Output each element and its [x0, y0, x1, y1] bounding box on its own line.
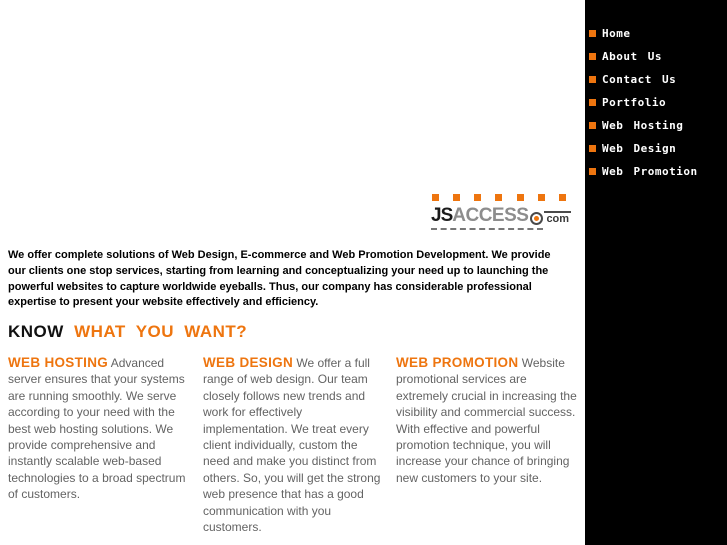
- sidebar-item-contact-us[interactable]: [585, 68, 727, 91]
- column-web-hosting: [8, 355, 198, 503]
- sidebar-item-label: Contact Us: [602, 73, 677, 86]
- orange-square-icon: [538, 194, 545, 201]
- column-title-web-design: WEB DESIGN: [203, 355, 294, 370]
- orange-square-icon: [432, 194, 439, 201]
- sidebar-item-web-hosting[interactable]: [585, 114, 727, 137]
- page-headline: [8, 322, 247, 342]
- logo-text-js: JS: [431, 205, 453, 226]
- sidebar-item-home[interactable]: [585, 22, 727, 45]
- nav-list: [585, 0, 727, 183]
- sidebar-item-label: About Us: [602, 50, 662, 63]
- bullet-square-icon: [589, 122, 596, 129]
- sidebar-item-portfolio[interactable]: [585, 91, 727, 114]
- logo-dashed-underline: [431, 228, 543, 230]
- headline-what-you-want: WHAT YOU WANT?: [74, 322, 248, 341]
- orange-square-icon: [517, 194, 524, 201]
- orange-square-icon: [474, 194, 481, 201]
- sidebar-item-web-promotion[interactable]: [585, 160, 727, 183]
- logo-target-dot-center: [534, 216, 539, 221]
- sidebar-item-label: Web Hosting: [602, 119, 684, 132]
- bullet-square-icon: [589, 145, 596, 152]
- column-title-web-promotion: WEB PROMOTION: [396, 355, 519, 370]
- logo-wordmark: [431, 204, 576, 226]
- sidebar-nav: [585, 0, 727, 545]
- headline-know: KNOW: [8, 322, 64, 341]
- sidebar-item-label: Web Design: [602, 142, 677, 155]
- column-web-design: [203, 355, 383, 535]
- intro-paragraph: We offer complete solutions of Web Design, E-commerce and Web Promotion Development. We provide our clients one stop services, starting from learning and conceptualizing your need up to launching the powerful websites to capture worldwide eyeballs. Thus, our company has considerable professional expertise to present your website effectively and efficiency.: [8, 249, 551, 309]
- bullet-square-icon: [589, 30, 596, 37]
- orange-square-icon: [495, 194, 502, 201]
- orange-square-icon: [453, 194, 460, 201]
- sidebar-item-label: Portfolio: [602, 96, 667, 109]
- bullet-square-icon: [589, 99, 596, 106]
- logo-squares-decoration: [432, 194, 566, 201]
- column-text-web-promotion: Website promotional services are extremely crucial in increasing the visibility and commercial success. With effective and powerful promotion technique, you will increase your chance of bringing new customers to your site.: [396, 356, 577, 485]
- sidebar-item-label: Web Promotion: [602, 165, 698, 178]
- bullet-square-icon: [589, 76, 596, 83]
- logo-target-dot-icon: [530, 212, 543, 225]
- column-text-web-design: We offer a full range of web design. Our team closely follows new trends and work for effectively implementation. We treat every client individually, custom the need and make you distinct from others. So, you will get the strong web presence that has a good communication with you customers.: [203, 356, 381, 535]
- column-text-web-hosting: Advanced server ensures that your systems are running smoothly. We serve according to your need with the best web hosting solutions. We provide comprehensive and instantly scalable web-based technologies to a broad spectrum of customers.: [8, 356, 186, 502]
- column-web-promotion: [396, 355, 580, 486]
- logo-text-access: ACCESS: [452, 205, 529, 226]
- sidebar-item-web-design[interactable]: [585, 137, 727, 160]
- bullet-square-icon: [589, 168, 596, 175]
- orange-square-icon: [559, 194, 566, 201]
- sidebar-item-about-us[interactable]: [585, 45, 727, 68]
- bullet-square-icon: [589, 53, 596, 60]
- sidebar-item-label: Home: [602, 27, 631, 40]
- column-title-web-hosting: WEB HOSTING: [8, 355, 109, 370]
- jsaccess-logo[interactable]: [431, 194, 576, 230]
- logo-text-com: com: [546, 213, 570, 225]
